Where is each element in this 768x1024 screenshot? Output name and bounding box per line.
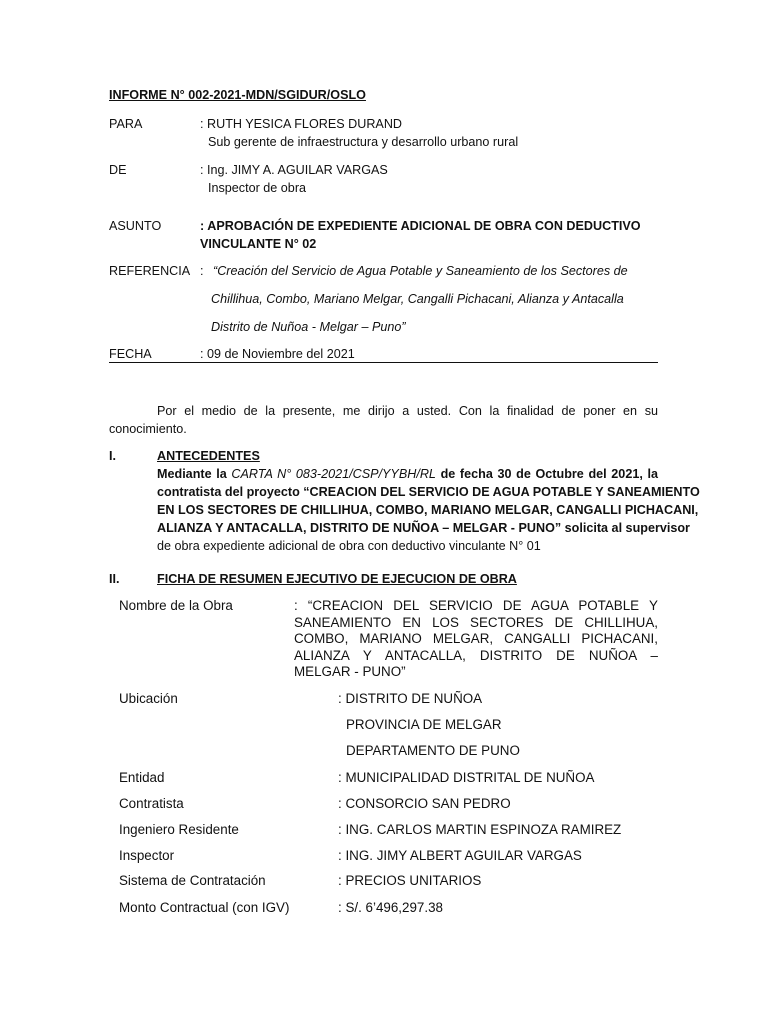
fecha-label: FECHA <box>109 347 152 361</box>
antecedentes-line-4: ALIANZA Y ANTACALLA, DISTRITO DE NUÑOA – MELGAR - PUNO” solicita al supervisor <box>157 521 690 535</box>
antecedentes-line-2: contratista del proyecto “CREACION DEL SERVICIO DE AGUA POTABLE Y SANEAMIENTO <box>157 485 700 499</box>
sistema-value: : PRECIOS UNITARIOS <box>338 873 482 888</box>
intro-text-1: Por el medio de la presente, me dirijo a usted. Con la finalidad de poner en su <box>157 404 658 418</box>
section-2-number: II. <box>109 572 120 586</box>
nombre-obra-line-1: : “CREACION DEL SERVICIO DE AGUA POTABLE Y <box>294 598 658 613</box>
inspector-value: : ING. JIMY ALBERT AGUILAR VARGAS <box>338 848 582 863</box>
ubicacion-line-2: PROVINCIA DE MELGAR <box>346 717 502 732</box>
section-2-title: FICHA DE RESUMEN EJECUTIVO DE EJECUCION DE OBRA <box>157 572 517 586</box>
section-1-title: ANTECEDENTES <box>157 449 260 463</box>
nombre-obra-line-3: COMBO, MARIANO MELGAR, CANGALLI PICHACANI, <box>294 631 658 646</box>
fecha-value: : 09 de Noviembre del 2021 <box>200 347 355 361</box>
antecedentes-line-3: EN LOS SECTORES DE CHILLIHUA, COMBO, MARIANO MELGAR, CANGALLI PICHACANI, <box>157 503 699 517</box>
informe-title: INFORME N° 002-2021-MDN/SGIDUR/OSLO <box>109 88 366 102</box>
nombre-obra-line-2: SANEAMIENTO EN LOS SECTORES DE CHILLIHUA, <box>294 614 658 630</box>
nombre-obra-line-5: MELGAR - PUNO” <box>294 664 406 679</box>
nombre-obra-line-4: ALIANZA Y ANTACALLA, DISTRITO DE NUÑOA – <box>294 647 658 663</box>
ubicacion-line-1: : DISTRITO DE NUÑOA <box>338 691 483 706</box>
header-divider <box>109 362 658 363</box>
residente-label: Ingeniero Residente <box>119 822 239 837</box>
asunto-line-1: : APROBACIÓN DE EXPEDIENTE ADICIONAL DE OBRA CON DEDUCTIVO <box>200 219 641 233</box>
referencia-colon: : <box>200 264 204 278</box>
asunto-line-2: VINCULANTE N° 02 <box>200 237 317 251</box>
intro-line-1 <box>109 403 658 419</box>
antecedentes-line-1c: de fecha 30 de Octubre del 2021, la <box>435 467 658 481</box>
referencia-line-1: “Creación del Servicio de Agua Potable y Saneamiento de los Sectores de <box>213 264 628 278</box>
antecedentes-body <box>157 465 700 555</box>
intro-line-2: conocimiento. <box>109 422 187 436</box>
nombre-obra-label: Nombre de la Obra <box>119 598 233 613</box>
para-value: : RUTH YESICA FLORES DURAND <box>200 117 403 131</box>
entidad-value: : MUNICIPALIDAD DISTRITAL DE NUÑOA <box>338 770 595 785</box>
carta-reference: CARTA N° 083-2021/CSP/YYBH/RL <box>231 467 436 481</box>
de-value: : Ing. JIMY A. AGUILAR VARGAS <box>200 163 388 177</box>
monto-label: Monto Contractual (con IGV) <box>119 900 290 915</box>
antecedentes-line-1a: Mediante la <box>157 467 232 481</box>
referencia-label: REFERENCIA <box>109 264 191 278</box>
contratista-label: Contratista <box>119 796 184 811</box>
residente-value: : ING. CARLOS MARTIN ESPINOZA RAMIREZ <box>338 822 622 837</box>
contratista-value: : CONSORCIO SAN PEDRO <box>338 796 511 811</box>
de-label: DE <box>109 163 127 177</box>
para-subtitle: Sub gerente de infraestructura y desarrollo urbano rural <box>208 135 519 149</box>
de-subtitle: Inspector de obra <box>208 181 307 195</box>
monto-value: : S/. 6’496,297.38 <box>338 900 443 915</box>
antecedentes-line-1 <box>157 465 658 483</box>
referencia-line-3: Distrito de Nuñoa - Melgar – Puno” <box>211 320 406 334</box>
ubicacion-line-3: DEPARTAMENTO DE PUNO <box>346 743 520 758</box>
asunto-label: ASUNTO <box>109 219 162 233</box>
referencia-line-2: Chillihua, Combo, Mariano Melgar, Cangalli Pichacani, Alianza y Antacalla <box>211 292 624 306</box>
section-1-number: I. <box>109 449 116 463</box>
antecedentes-line-5: de obra expediente adicional de obra con deductivo vinculante N° 01 <box>157 539 541 553</box>
ubicacion-label: Ubicación <box>119 691 178 706</box>
nombre-obra-value <box>294 598 658 681</box>
entidad-label: Entidad <box>119 770 165 785</box>
sistema-label: Sistema de Contratación <box>119 873 266 888</box>
inspector-label: Inspector <box>119 848 175 863</box>
para-label: PARA <box>109 117 143 131</box>
